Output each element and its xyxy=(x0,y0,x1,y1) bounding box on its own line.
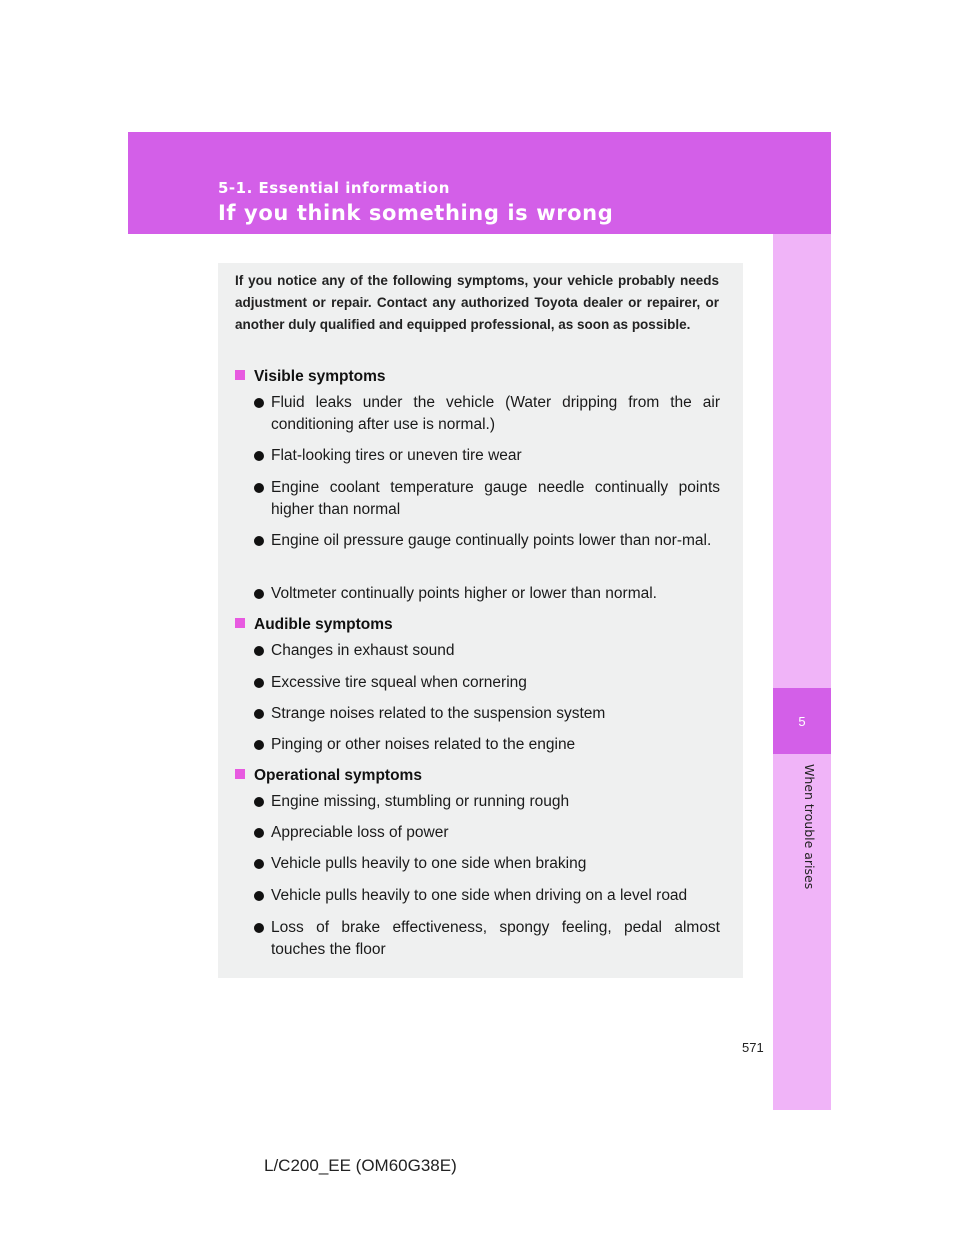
list-item-text: Flat-looking tires or uneven tire wear xyxy=(271,447,522,464)
bullet-dot-icon xyxy=(254,678,264,688)
chapter-title-vertical: When trouble arises xyxy=(802,764,817,890)
list-item-text: Appreciable loss of power xyxy=(271,824,449,841)
document-code: L/C200_EE (OM60G38E) xyxy=(264,1156,457,1175)
content-box xyxy=(218,263,743,978)
list-item-text: Engine missing, stumbling or running rough xyxy=(271,793,570,810)
bullet-dot-icon xyxy=(254,891,264,901)
bullet-dot-icon xyxy=(254,589,264,599)
section-heading-label: Operational symptoms xyxy=(254,767,422,784)
list-item-text: Strange noises related to the suspension system xyxy=(271,705,606,722)
section-heading-label: Audible symptoms xyxy=(254,616,393,633)
bullet-dot-icon xyxy=(254,828,264,838)
section-label: 5-1. Essential information xyxy=(218,179,450,197)
intro-paragraph: If you notice any of the following symptoms, your vehicle probably needs adjustment or repair. Contact any authorized Toyota dealer or repairer, or another duly qualified and equipped professional, as soon as possible. xyxy=(235,273,719,332)
list-item-text: Engine coolant temperature gauge needle continually points higher than normal xyxy=(271,479,720,518)
list-item-text: Vehicle pulls heavily to one side when braking xyxy=(271,855,587,872)
header-band xyxy=(128,132,831,234)
list-item xyxy=(254,530,720,552)
list-item-text: Engine oil pressure gauge continually points lower than nor-mal. xyxy=(271,532,712,549)
list-item xyxy=(254,853,720,875)
bullet-dot-icon xyxy=(254,859,264,869)
page-title: If you think something is wrong xyxy=(218,201,614,225)
square-bullet-icon xyxy=(235,769,245,779)
list-item xyxy=(254,703,720,725)
bullet-dot-icon xyxy=(254,536,264,546)
section-heading-operational xyxy=(235,767,422,785)
bullet-dot-icon xyxy=(254,797,264,807)
bullet-dot-icon xyxy=(254,709,264,719)
list-item-text: Voltmeter continually points higher or lower than normal. xyxy=(271,585,657,602)
list-item xyxy=(254,583,720,605)
list-item-text: Vehicle pulls heavily to one side when driving on a level road xyxy=(271,887,688,904)
section-heading-label: Visible symptoms xyxy=(254,368,386,385)
square-bullet-icon xyxy=(235,370,245,380)
bullet-dot-icon xyxy=(254,646,264,656)
list-item-text: Excessive tire squeal when cornering xyxy=(271,674,527,691)
bullet-dot-icon xyxy=(254,740,264,750)
list-item xyxy=(254,917,720,961)
bullet-dot-icon xyxy=(254,483,264,493)
chapter-number-tab: 5 xyxy=(773,688,831,754)
section-heading-audible xyxy=(235,616,393,634)
list-item xyxy=(254,734,720,756)
list-item xyxy=(254,477,720,521)
list-item xyxy=(254,392,720,436)
bullet-dot-icon xyxy=(254,923,264,933)
list-item xyxy=(254,791,720,813)
list-item-text: Changes in exhaust sound xyxy=(271,642,455,659)
square-bullet-icon xyxy=(235,618,245,628)
list-item xyxy=(254,640,720,662)
chapter-side-strip xyxy=(773,234,831,1110)
list-item-text: Loss of brake effectiveness, spongy feeling, pedal almost touches the floor xyxy=(271,919,720,958)
list-item xyxy=(254,672,720,694)
page-number: 571 xyxy=(742,1040,764,1055)
list-item xyxy=(254,885,720,907)
bullet-dot-icon xyxy=(254,398,264,408)
list-item xyxy=(254,445,720,467)
list-item-text: Fluid leaks under the vehicle (Water dripping from the air conditioning after use is normal.) xyxy=(271,394,720,433)
section-heading-visible xyxy=(235,368,386,386)
bullet-dot-icon xyxy=(254,451,264,461)
list-item xyxy=(254,822,720,844)
list-item-text: Pinging or other noises related to the engine xyxy=(271,736,576,753)
